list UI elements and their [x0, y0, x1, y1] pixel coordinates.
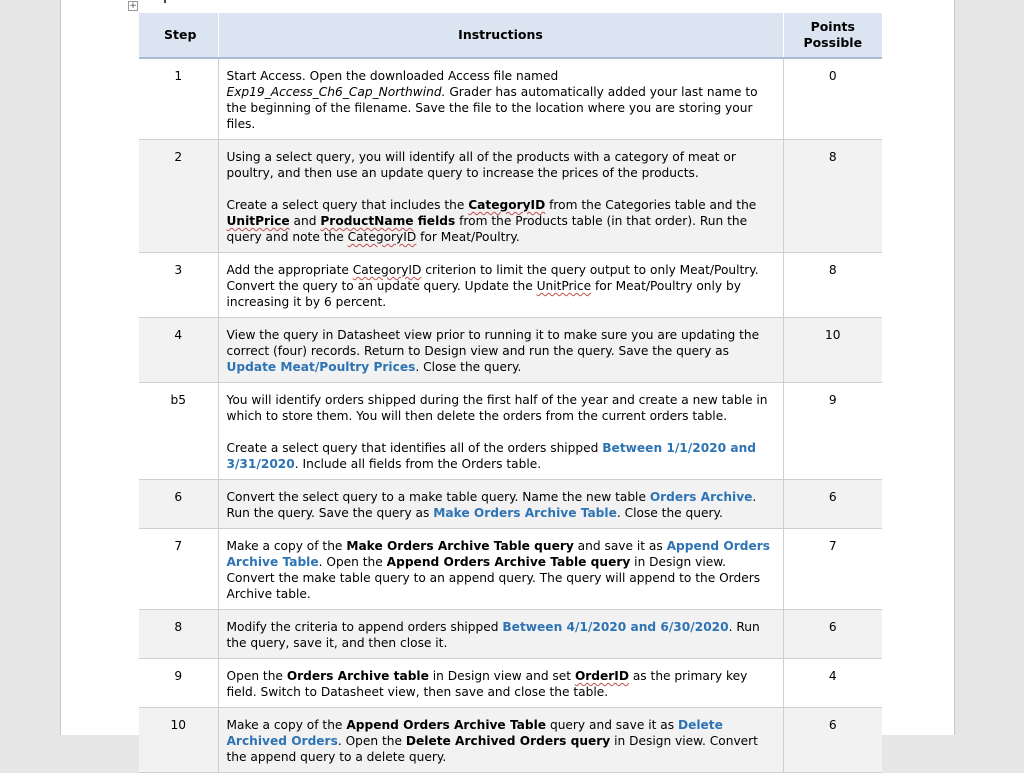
points-value: 4 — [783, 659, 882, 708]
table-row — [139, 610, 882, 659]
table-row — [139, 253, 882, 318]
step-number: 7 — [139, 529, 218, 610]
text-cursor-mark — [164, 0, 166, 3]
table-row — [139, 318, 882, 383]
step-instructions: Start Access. Open the downloaded Access file named Exp19_Access_Ch6_Cap_Northwind. Grader has automatically added your last name to the beginning of the filename. Save the file to the location where you are storing your files. — [218, 58, 783, 140]
table-row — [139, 383, 882, 480]
points-value: 9 — [783, 383, 882, 480]
table-row — [139, 529, 882, 610]
step-number: 6 — [139, 480, 218, 529]
table-row — [139, 58, 882, 140]
header-instructions: Instructions — [218, 13, 783, 58]
points-value: 7 — [783, 529, 882, 610]
step-instructions: Make a copy of the Make Orders Archive Table query and save it as Append Orders Archive Table. Open the Append Orders Archive Table query in Design view. Convert the make table query to an append query. The query will append to the Orders Archive table. — [218, 529, 783, 610]
points-value: 6 — [783, 480, 882, 529]
step-instructions: Convert the select query to a make table query. Name the new table Orders Archive. Run the query. Save the query as Make Orders Archive Table. Close the query. — [218, 480, 783, 529]
step-instructions: You will identify orders shipped during the first half of the year and create a new table in which to store them. You will then delete the orders from the current orders table. Create a select query that identifies all of the orders shipped Between 1/1/2020 and 3/31/2020. Include all fields from the Orders table. — [218, 383, 783, 480]
step-number: b5 — [139, 383, 218, 480]
header-step: Step — [139, 13, 218, 58]
table-row — [139, 659, 882, 708]
table-row — [139, 140, 882, 253]
points-value: 8 — [783, 140, 882, 253]
step-number: 8 — [139, 610, 218, 659]
points-value: 8 — [783, 253, 882, 318]
step-instructions: Modify the criteria to append orders shipped Between 4/1/2020 and 6/30/2020. Run the query, save it, and then close it. — [218, 610, 783, 659]
step-instructions: Open the Orders Archive table in Design view and set OrderID as the primary key field. Switch to Datasheet view, then save and close the table. — [218, 659, 783, 708]
table-header-row — [139, 13, 882, 58]
step-instructions: Make a copy of the Append Orders Archive Table query and save it as Delete Archived Orders. Open the Delete Archived Orders query in Design view. Convert the append query to a delete query. — [218, 708, 783, 773]
filename-text: Exp19_Access_Ch6_Cap_Northwind. — [226, 85, 446, 99]
points-value: 10 — [783, 318, 882, 383]
step-instructions: View the query in Datasheet view prior to running it to make sure you are updating the correct (four) records. Return to Design view and run the query. Save the query as Update Meat/Poultry Prices. Close the query. — [218, 318, 783, 383]
step-number: 2 — [139, 140, 218, 253]
instructions-table — [139, 13, 882, 773]
step-number: 3 — [139, 253, 218, 318]
step-instructions: Add the appropriate CategoryID criterion to limit the query output to only Meat/Poultry. Convert the query to an update query. Update the UnitPrice for Meat/Poultry only by increasing it by 6 percent. — [218, 253, 783, 318]
step-number: 1 — [139, 58, 218, 140]
points-value: 6 — [783, 610, 882, 659]
step-number: 10 — [139, 708, 218, 773]
step-number: 4 — [139, 318, 218, 383]
step-number: 9 — [139, 659, 218, 708]
table-row — [139, 480, 882, 529]
table-row — [139, 708, 882, 773]
step-instructions: Using a select query, you will identify all of the products with a category of meat or poultry, and then use an update query to increase the prices of the products. Create a select query that includes the CategoryID from the Categories table and the UnitPrice and ProductName fields from the Products table (in that order). Run the query and note the CategoryID for Meat/Poultry. — [218, 140, 783, 253]
points-value: 6 — [783, 708, 882, 773]
header-points: Points Possible — [783, 13, 882, 58]
table-move-handle-icon[interactable]: + — [129, 1, 137, 11]
points-value: 0 — [783, 58, 882, 140]
